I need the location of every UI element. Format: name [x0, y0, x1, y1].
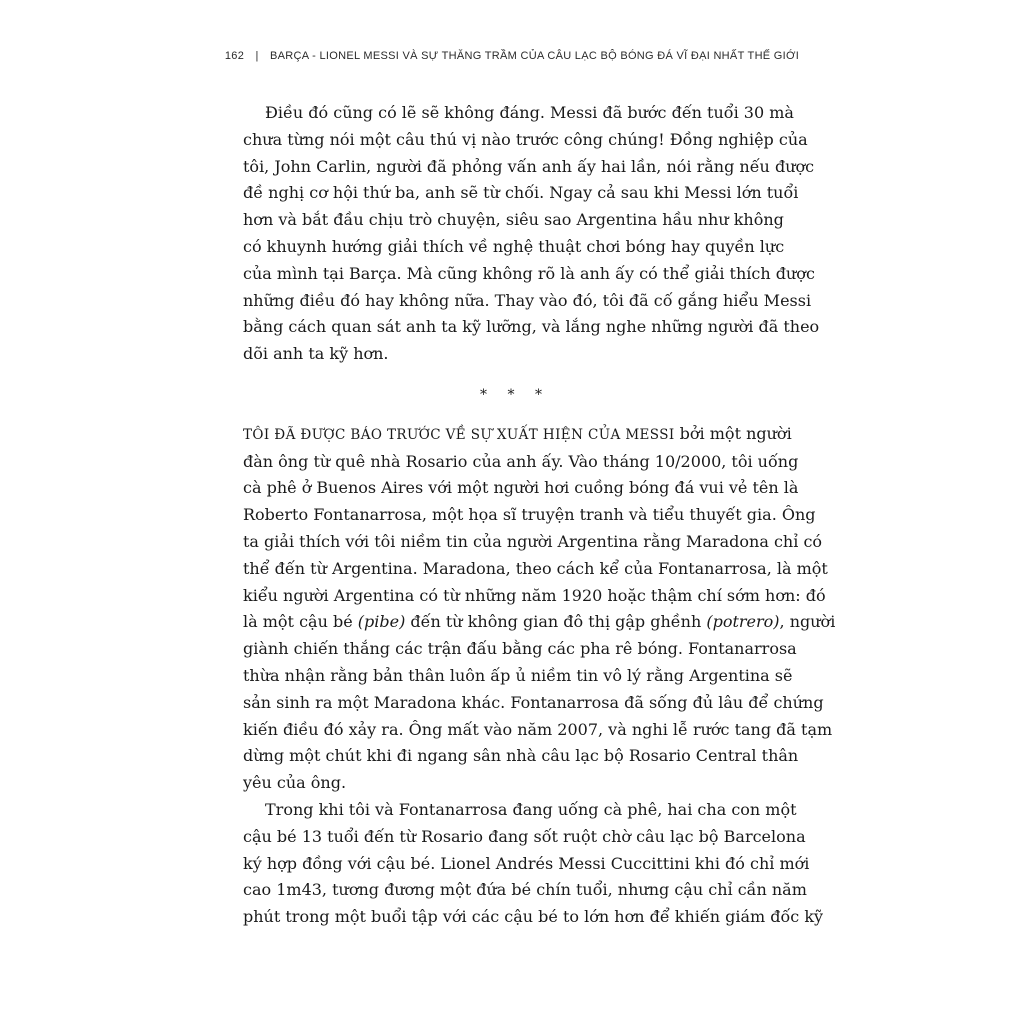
text-line: bằng cách quan sát anh ta kỹ lưỡng, và lắng nghe những người đã theo	[243, 317, 820, 337]
line-fragment: đến từ không gian đô thị gập ghềnh	[405, 612, 707, 632]
section-break: * * *	[480, 386, 550, 403]
text-line: kiểu người Argentina có từ những năm 1920 hoặc thậm chí sớm hơn: đó	[243, 585, 826, 605]
text-line: cao 1m43, tương đương một đứa bé chín tuổi, nhưng cậu chỉ cần năm	[243, 880, 807, 900]
text-line	[243, 609, 836, 636]
text-line: thừa nhận rằng bản thân luôn ấp ủ niềm tin vô lý rằng Argentina sẽ	[243, 665, 793, 685]
text-line: những điều đó hay không nữa. Thay vào đó, tôi đã cố gắng hiểu Messi	[243, 290, 812, 310]
paragraph-2	[243, 421, 836, 797]
italic-term-pibe: (pibe)	[357, 612, 406, 632]
text-line: ký hợp đồng với cậu bé. Lionel Andrés Messi Cuccittini khi đó chỉ mới	[243, 853, 810, 873]
paragraph-3	[243, 797, 824, 931]
text-line: đàn ông từ quê nhà Rosario của anh ấy. Vào tháng 10/2000, tôi uống	[243, 451, 799, 471]
text-line: kiến điều đó xảy ra. Ông mất vào năm 2007, và nghi lễ rước tang đã tạm	[243, 719, 833, 739]
text-line: có khuynh hướng giải thích về nghệ thuật chơi bóng hay quyền lực	[243, 236, 785, 256]
line-fragment: là một cậu bé	[243, 612, 358, 632]
line-rest: bởi một người	[674, 423, 792, 443]
text-line: giành chiến thắng các trận đấu bằng các pha rê bóng. Fontanarrosa	[243, 639, 797, 659]
text-line: cậu bé 13 tuổi đến từ Rosario đang sốt ruột chờ câu lạc bộ Barcelona	[243, 826, 806, 846]
text-line: thể đến từ Argentina. Maradona, theo cách kể của Fontanarrosa, là một	[243, 558, 828, 578]
text-line: ta giải thích với tôi niềm tin của người Argentina rằng Maradona chỉ có	[243, 531, 823, 551]
text-line: Trong khi tôi và Fontanarrosa đang uống cà phê, hai cha con một	[265, 799, 797, 819]
text-line: dừng một chút khi đi ngang sân nhà câu lạc bộ Rosario Central thân	[243, 746, 799, 766]
text-line: phút trong một buổi tập với các cậu bé to lớn hơn để khiến giám đốc kỹ	[243, 907, 824, 927]
body-text	[243, 100, 836, 931]
text-line: chưa từng nói một câu thú vị nào trước công chúng! Đồng nghiệp của	[243, 129, 808, 149]
paragraph-1	[243, 100, 820, 368]
text-line: tôi, John Carlin, người đã phỏng vấn anh ấy hai lần, nói rằng nếu được	[243, 156, 815, 176]
text-line: đề nghị cơ hội thứ ba, anh sẽ từ chối. Ngay cả sau khi Messi lớn tuổi	[243, 183, 799, 203]
text-line: của mình tại Barça. Mà cũng không rõ là anh ấy có thể giải thích được	[243, 263, 815, 283]
page-number: 162	[224, 50, 245, 62]
text-line: cà phê ở Buenos Aires với một người hơi cuồng bóng đá vui vẻ tên là	[243, 478, 799, 498]
header-separator: |	[255, 50, 259, 62]
text-line: hơn và bắt đầu chịu trò chuyện, siêu sao Argentina hầu như không	[243, 210, 784, 230]
text-line: dõi anh ta kỹ hơn.	[243, 344, 389, 364]
text-line: yêu của ông.	[243, 773, 347, 793]
line-fragment: , người	[779, 612, 836, 632]
text-line: Roberto Fontanarrosa, một họa sĩ truyện tranh và tiểu thuyết gia. Ông	[243, 505, 816, 525]
opening-smallcaps: TÔI ĐÃ ĐƯỢC BÁO TRƯỚC VỀ SỰ XUẤT HIỆN CỦA MESSI	[243, 426, 675, 443]
text-line: sản sinh ra một Maradona khác. Fontanarrosa đã sống đủ lâu để chứng	[243, 692, 824, 712]
book-title: BARÇA - LIONEL MESSI VÀ SỰ THĂNG TRẦM CỦA CÂU LẠC BỘ BÓNG ĐÁ VĨ ĐẠI NHẤT THẾ GIỚI	[270, 50, 800, 62]
italic-term-potrero: (potrero)	[706, 612, 780, 632]
text-line: Điều đó cũng có lẽ sẽ không đáng. Messi đã bước đến tuổi 30 mà	[265, 103, 794, 122]
text-line	[243, 421, 792, 449]
running-header	[0, 50, 1024, 62]
